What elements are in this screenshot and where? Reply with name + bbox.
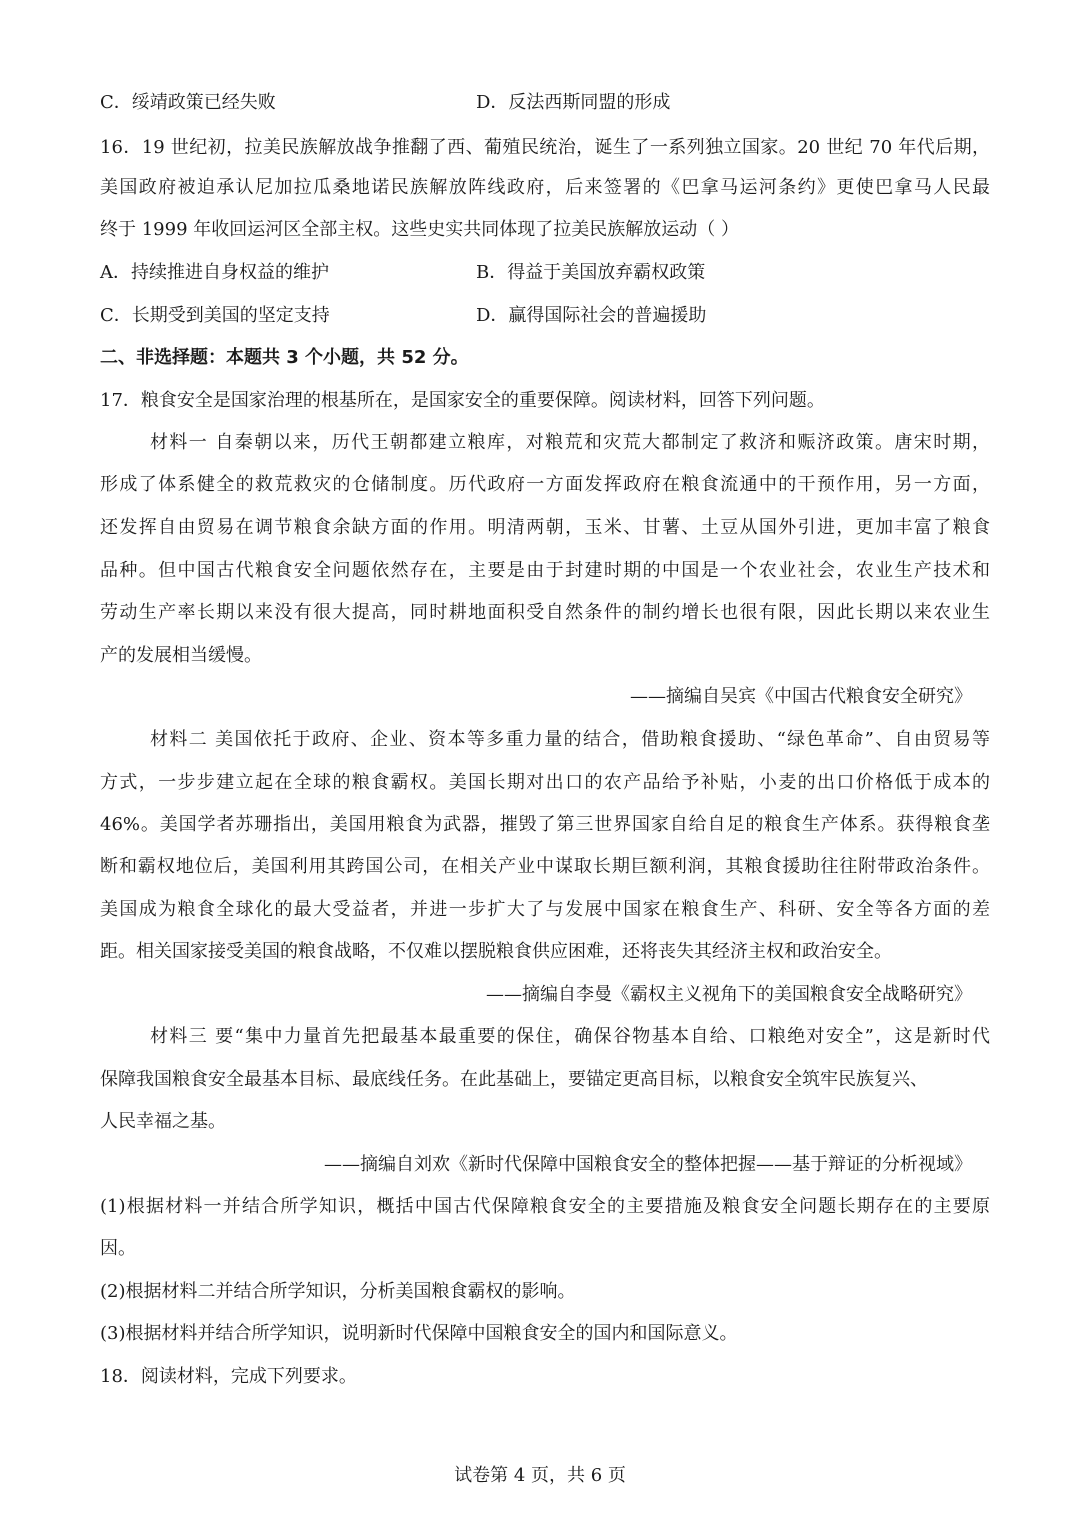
material2-source: ——摘编自李曼《霸权主义视角下的美国粮食安全战略研究》 [486, 984, 972, 1005]
sub-question-3: (3)根据材料并结合所学知识，说明新时代保障中国粮食安全的国内和国际意义。 [100, 1323, 738, 1344]
material2-line: 46%。美国学者苏珊指出，美国用粮食为武器，摧毁了第三世界国家自给自足的粮食生产体系。获得粮食垄 [100, 814, 990, 835]
material2-line: 断和霸权地位后，美国利用其跨国公司，在相关产业中谋取长期巨额利润，其粮食援助往往附带政治条件。 [100, 856, 990, 877]
sub-question-1-cont: 因。 [100, 1238, 136, 1259]
material1-line: 产的发展相当缓慢。 [100, 645, 262, 666]
q16-stem-line: 终于 1999 年收回运河区全部主权。这些史实共同体现了拉美民族解放运动（ ） [100, 219, 739, 240]
q16-option-d: D．赢得国际社会的普遍援助 [476, 305, 707, 326]
material1-line: 品种。但中国古代粮食安全问题依然存在，主要是由于封建时期的中国是一个农业社会，农业生产技术和 [100, 560, 990, 581]
q16-option-a: A．持续推进自身权益的维护 [100, 262, 329, 283]
sub-question-2: (2)根据材料二并结合所学知识，分析美国粮食霸权的影响。 [100, 1281, 576, 1302]
q16-stem-line: 16．19 世纪初，拉美民族解放战争推翻了西、葡殖民统治，诞生了一系列独立国家。20 世纪 70 年代后期， [100, 137, 990, 158]
sub-question-1: (1)根据材料一并结合所学知识，概括中国古代保障粮食安全的主要措施及粮食安全问题长期存在的主要原 [100, 1196, 990, 1217]
q15-option-c: C．绥靖政策已经失败 [100, 92, 276, 113]
material2-line: 距。相关国家接受美国的粮食战略，不仅难以摆脱粮食供应困难，还将丧失其经济主权和政治安全。 [100, 941, 892, 962]
q17-stem: 17．粮食安全是国家治理的根基所在，是国家安全的重要保障。阅读材料，回答下列问题。 [100, 390, 825, 411]
material3-line: 保障我国粮食安全最基本目标、最底线任务。在此基础上，要锚定更高目标，以粮食安全筑牢民族复兴、 [100, 1069, 928, 1090]
material2-line: 美国成为粮食全球化的最大受益者，并进一步扩大了与发展中国家在粮食生产、科研、安全等各方面的差 [100, 899, 990, 920]
q15-option-d: D．反法西斯同盟的形成 [476, 92, 671, 113]
material2-line: 方式，一步步建立起在全球的粮食霸权。美国长期对出口的农产品给予补贴，小麦的出口价格低于成本的 [100, 772, 990, 793]
q18-stem: 18．阅读材料，完成下列要求。 [100, 1366, 357, 1387]
material1-line: 材料一 自秦朝以来，历代王朝都建立粮库，对粮荒和灾荒大都制定了救济和赈济政策。唐宋时期， [150, 432, 990, 453]
material3-source: ——摘编自刘欢《新时代保障中国粮食安全的整体把握——基于辩证的分析视域》 [324, 1154, 972, 1175]
section-heading: 二、非选择题：本题共 3 个小题，共 52 分。 [100, 347, 469, 368]
material3-line: 人民幸福之基。 [100, 1111, 226, 1132]
material3-line: 材料三 要“集中力量首先把最基本最重要的保住，确保谷物基本自给、口粮绝对安全”，这是新时代 [150, 1026, 990, 1047]
q16-option-b: B．得益于美国放弃霸权政策 [476, 262, 706, 283]
q16-stem-line: 美国政府被迫承认尼加拉瓜桑地诺民族解放阵线政府，后来签署的《巴拿马运河条约》更使巴拿马人民最 [100, 177, 990, 198]
material1-line: 还发挥自由贸易在调节粮食余缺方面的作用。明清两朝，玉米、甘薯、土豆从国外引进，更加丰富了粮食 [100, 517, 990, 538]
page-footer: 试卷第 4 页，共 6 页 [454, 1465, 626, 1486]
material2-line: 材料二 美国依托于政府、企业、资本等多重力量的结合，借助粮食援助、“绿色革命”、自由贸易等 [150, 729, 990, 750]
material1-source: ——摘编自吴宾《中国古代粮食安全研究》 [630, 686, 972, 707]
material1-line: 劳动生产率长期以来没有很大提高，同时耕地面积受自然条件的制约增长也很有限，因此长期以来农业生 [100, 602, 990, 623]
q16-option-c: C．长期受到美国的坚定支持 [100, 305, 330, 326]
material1-line: 形成了体系健全的救荒救灾的仓储制度。历代政府一方面发挥政府在粮食流通中的干预作用，另一方面， [100, 474, 990, 495]
